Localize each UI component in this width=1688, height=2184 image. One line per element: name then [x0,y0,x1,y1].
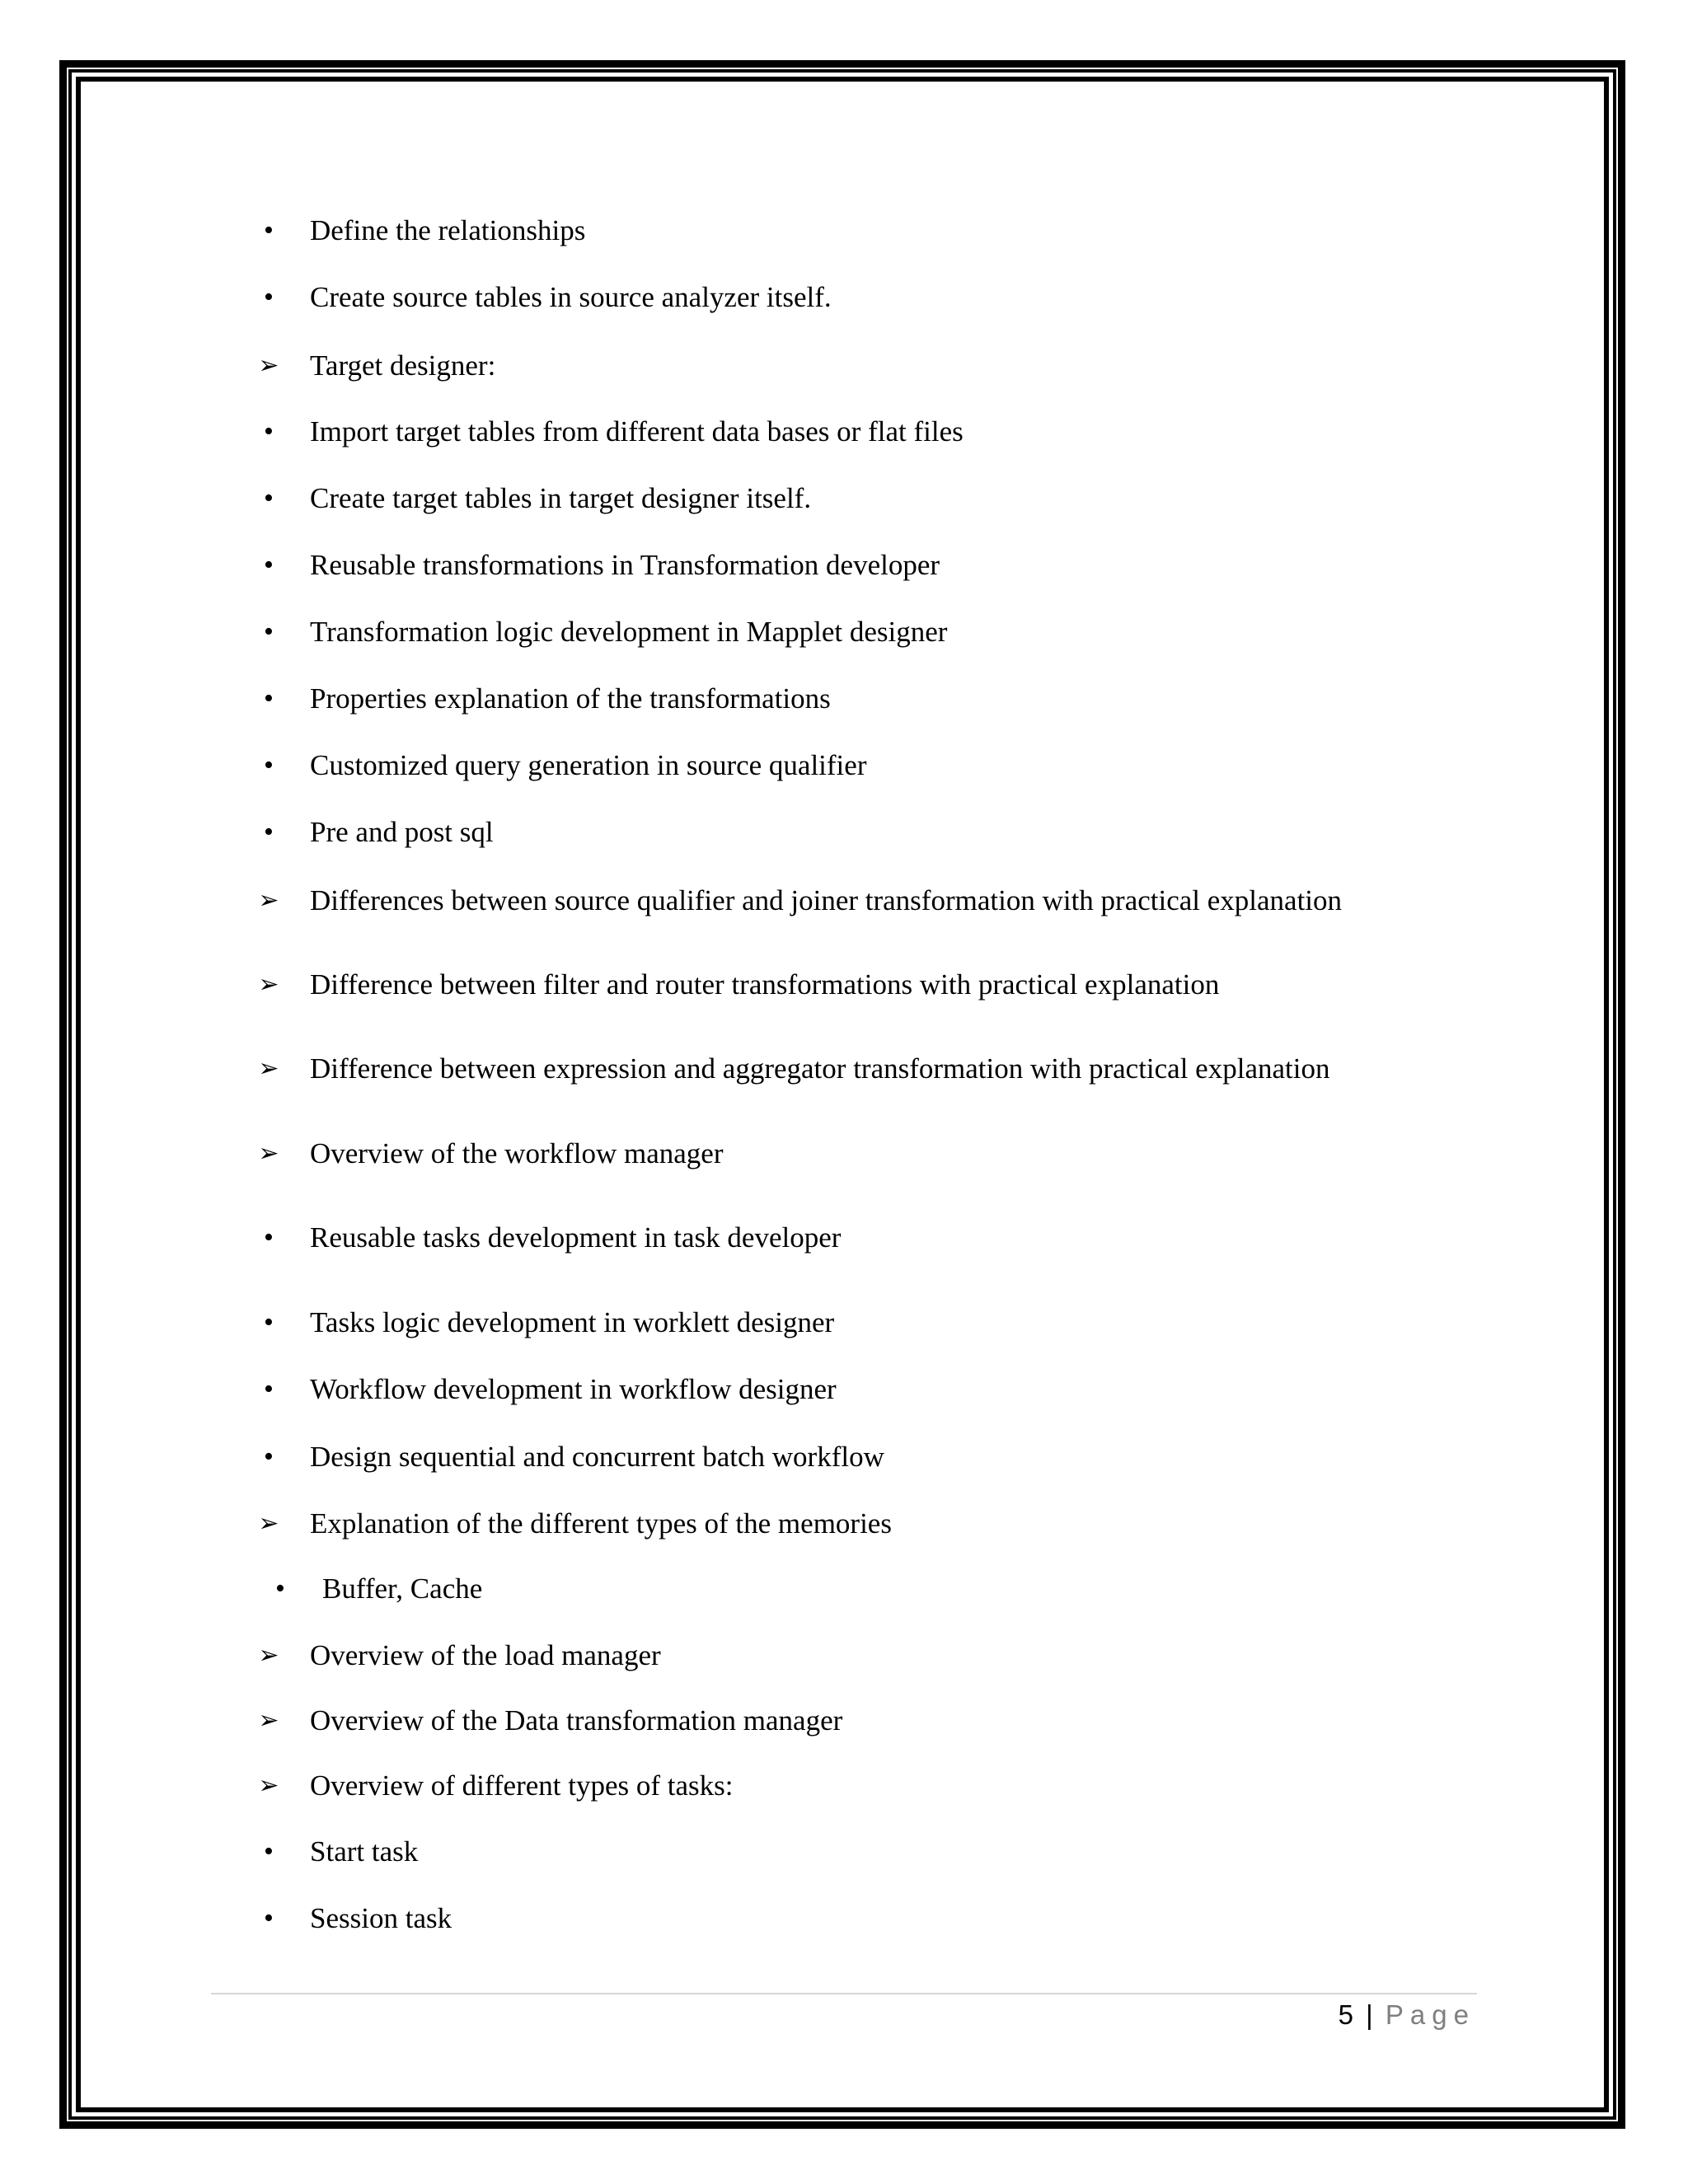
page-number: 5 [1338,1999,1353,2030]
list-item-text: Overview of the workflow manager [310,1137,724,1169]
arrow-bullet-icon: ➢ [258,352,279,379]
list-item-text: Buffer, Cache [322,1572,483,1605]
list-item-text: Customized query generation in source qualifier [310,749,867,781]
list-item [0,411,1484,452]
arrow-bullet-icon: ➢ [258,1772,279,1799]
list-item-text: Difference between expression and aggregator transformation with practical explanation [310,1052,1330,1085]
arrow-bullet-icon: ➢ [258,1055,279,1082]
bullet-icon: • [264,1307,274,1338]
list-item [0,678,1484,719]
bullet-icon: • [264,483,274,513]
list-item [0,880,1484,921]
bullet-icon: • [264,1836,274,1867]
arrow-bullet-icon: ➢ [258,1642,279,1669]
list-item-text: Pre and post sql [310,816,494,848]
bullet-icon: • [264,416,274,447]
list-item [0,1503,1484,1544]
bullet-icon: • [264,282,274,312]
list-item [0,1898,1484,1939]
list-item [0,612,1484,653]
list-item [0,745,1484,786]
list-item-text: Start task [310,1835,419,1868]
list-item-text: Create target tables in target designer itself. [310,482,812,514]
bullet-icon: • [264,750,274,780]
list-item-text: Overview of different types of tasks: [310,1769,734,1802]
page-label: Page [1385,1999,1475,2030]
list-item [0,1217,1484,1258]
arrow-bullet-icon: ➢ [258,1140,279,1167]
bullet-icon: • [264,817,274,847]
arrow-bullet-icon: ➢ [258,887,279,914]
list-item [0,478,1484,519]
footer-separator: | [1366,1999,1373,2030]
list-item-text: Overview of the load manager [310,1639,661,1671]
list-item-text: Reusable transformations in Transformation developer [310,549,940,581]
list-item-text: Properties explanation of the transformations [310,682,831,715]
list-item [0,1436,1484,1478]
list-item-text: Create source tables in source analyzer itself. [310,281,832,313]
arrow-bullet-icon: ➢ [258,1707,279,1734]
list-item [0,1302,1484,1343]
list-item [0,1048,1484,1090]
bullet-icon: • [264,616,274,647]
list-item-text: Design sequential and concurrent batch workflow [310,1441,884,1473]
page-footer [1339,1997,1475,2033]
list-item-text: Import target tables from different data bases or flat files [310,415,964,448]
list-item-text: Session task [310,1902,452,1934]
list-item [0,1765,1484,1807]
list-item-text: Define the relationships [310,214,586,246]
list-item [0,812,1484,853]
bullet-icon: • [264,550,274,580]
list-item-text: Reusable tasks development in task developer [310,1221,842,1254]
bullet-icon: • [275,1573,285,1604]
footer-divider [211,1993,1477,1994]
list-item [0,210,1484,251]
list-item-text: Tasks logic development in worklett designer [310,1306,835,1338]
arrow-bullet-icon: ➢ [258,971,279,998]
list-item-text: Difference between filter and router transformations with practical explanation [310,968,1220,1001]
list-item [0,1700,1484,1741]
bullet-icon: • [264,683,274,714]
arrow-bullet-icon: ➢ [258,1510,279,1537]
list-item [0,1369,1484,1410]
bullet-icon: • [264,1374,274,1404]
list-item [0,1831,1484,1872]
list-item-text: Explanation of the different types of the memories [310,1507,892,1540]
list-item [0,345,1484,387]
bullet-icon: • [264,215,274,246]
list-item-text: Transformation logic development in Mapplet designer [310,616,948,648]
list-item [0,1133,1484,1174]
list-item [0,545,1484,586]
list-item-text: Target designer: [310,349,496,382]
list-item-text: Differences between source qualifier and joiner transformation with practical explanation [310,884,1343,916]
list-item [0,1635,1484,1676]
list-item [0,964,1484,1005]
list-item [0,277,1484,318]
bullet-icon: • [264,1222,274,1253]
list-item-text: Workflow development in workflow designer [310,1373,837,1405]
bullet-icon: • [264,1441,274,1472]
list-item [0,1568,1484,1610]
bullet-icon: • [264,1903,274,1933]
list-item-text: Overview of the Data transformation manager [310,1704,843,1736]
